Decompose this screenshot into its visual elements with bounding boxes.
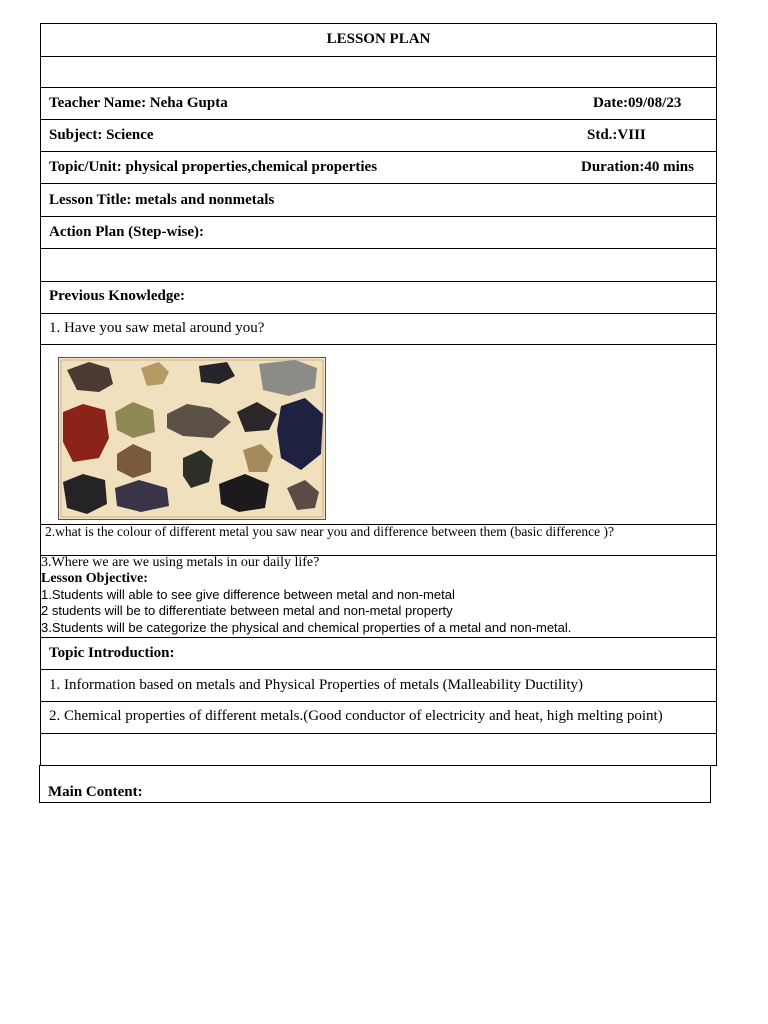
topic-intro-heading: Topic Introduction:	[49, 645, 175, 661]
date: Date:09/08/23	[593, 95, 682, 111]
subject-text: Subject: Science	[49, 127, 154, 143]
lesson-objective-heading: Lesson Objective:	[41, 571, 148, 586]
objective-item-2: 2 students will be to differentiate between metal and non-metal property	[41, 603, 453, 618]
lesson-title: Lesson Title: metals and nonmetals	[49, 192, 275, 208]
question-1: 1. Have you saw metal around you?	[49, 320, 265, 336]
objective-item-3: 3.Students will be categorize the physical and chemical properties of a metal and non-metal.	[41, 620, 572, 635]
topic: Topic/Unit: physical properties,chemical properties	[49, 159, 378, 175]
question-3: 3.Where we are we using metals in our daily life?	[41, 555, 320, 570]
objective-item-1: 1.Students will able to see give difference between metal and non-metal	[41, 587, 455, 602]
action-plan-heading: Action Plan (Step-wise):	[49, 224, 204, 240]
std: Std.:VIII	[587, 127, 646, 143]
page-title: LESSON PLAN	[326, 31, 431, 47]
blank-row	[40, 56, 717, 88]
metal-rocks-image	[58, 357, 326, 520]
blank-row-2	[40, 248, 717, 282]
blank-row-3	[40, 733, 717, 766]
subject	[49, 127, 154, 144]
rocks-illustration	[59, 358, 325, 519]
duration: Duration:40 mins	[581, 159, 694, 175]
previous-knowledge-heading: Previous Knowledge:	[49, 288, 185, 304]
teacher-name: Teacher Name: Neha Gupta	[49, 95, 228, 111]
main-content-heading: Main Content:	[48, 784, 143, 800]
intro-item-1: 1. Information based on metals and Physical Properties of metals (Malleability Ductility)	[49, 677, 584, 693]
intro-item-2: 2. Chemical properties of different metals.(Good conductor of electricity and heat, high melting point)	[49, 708, 663, 724]
question-2: 2.what is the colour of different metal you saw near you and difference between them (basic difference )?	[45, 524, 615, 539]
